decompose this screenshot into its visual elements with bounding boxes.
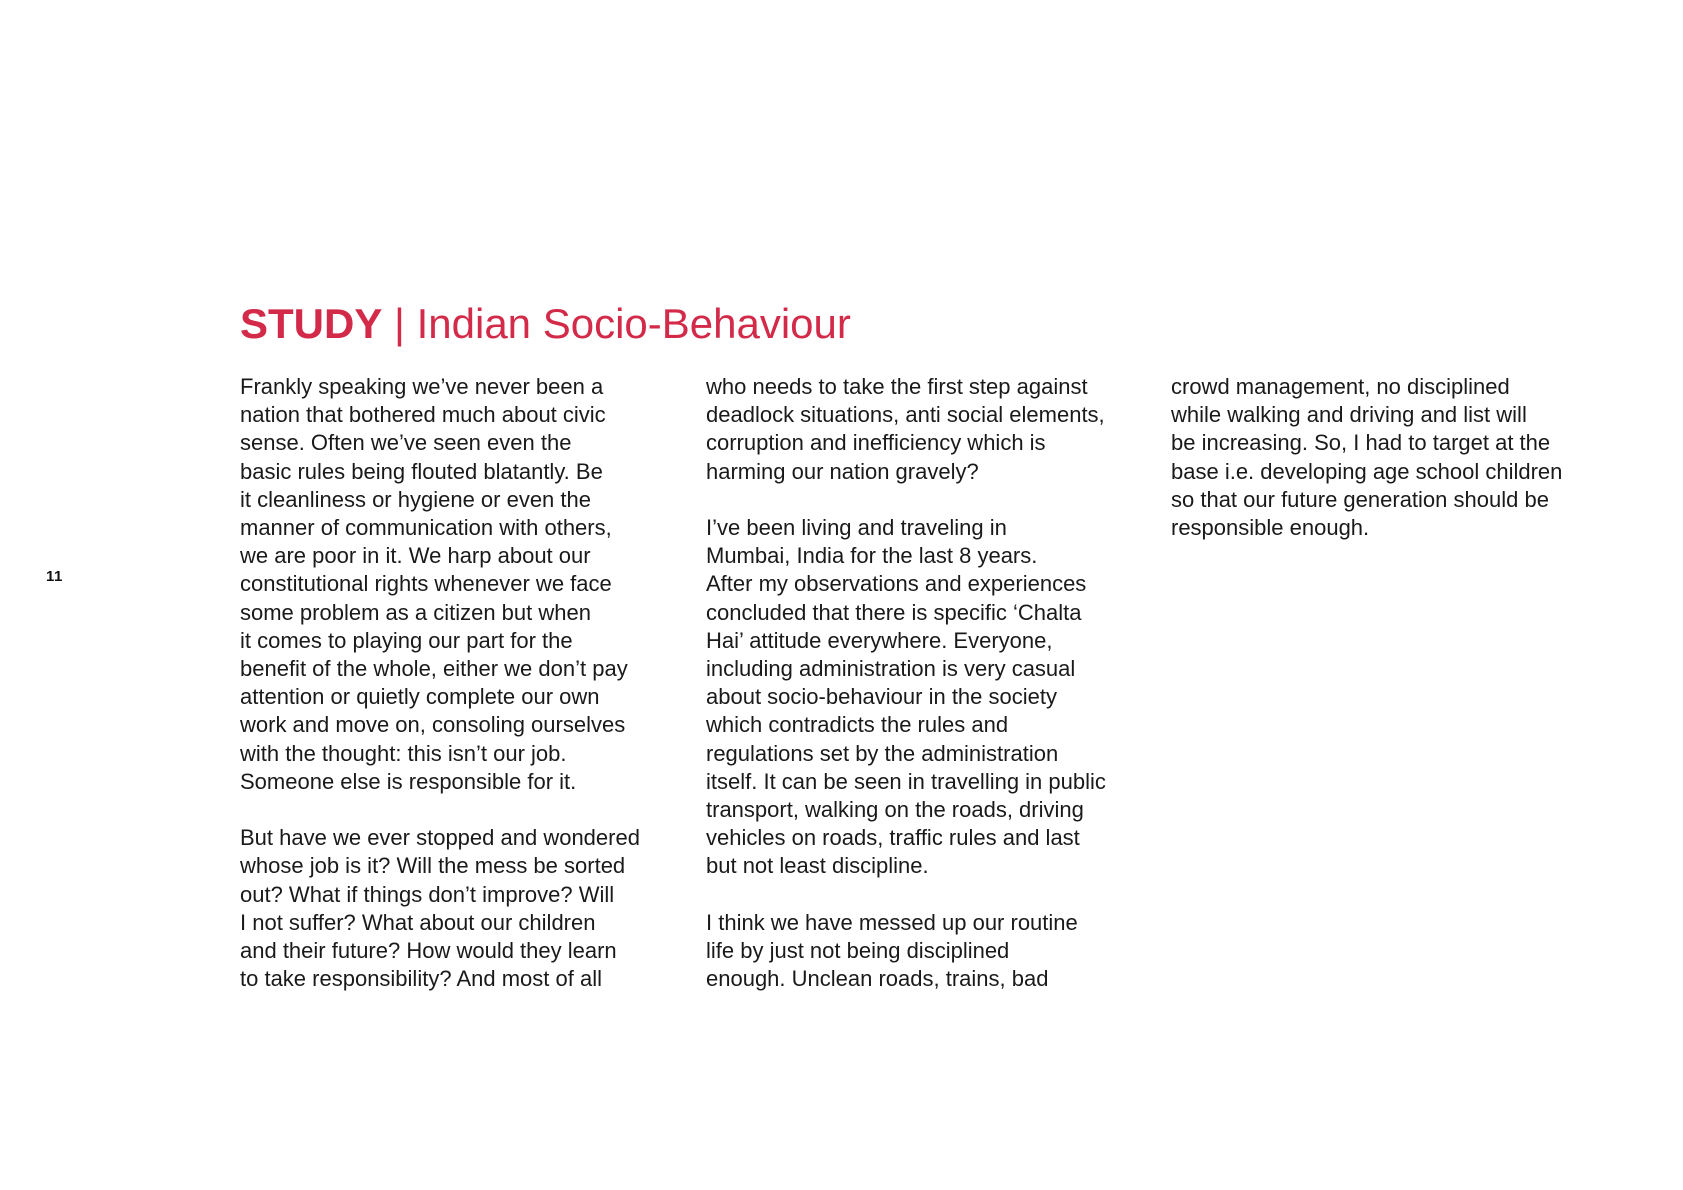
heading-title: Indian Socio-Behaviour — [416, 300, 851, 347]
heading-label: STUDY — [240, 300, 383, 347]
paragraph: I think we have messed up our routine life by just not being disciplined enough. Unclean roads, trains, bad — [706, 909, 1078, 992]
paragraph: Frankly speaking we’ve never been a nation that bothered much about civic sense. Often we’ve seen even the basic rules being flouted blatantly. Be it cleanliness or hygiene or even the manner of communication with others, we are poor in it. We harp about our constitutional rights whenever we face some problem as a citizen but when it comes to playing our part for the benefit of the whole, either we don’t pay attention or quietly complete our own work and move on, consoling ourselves with the thought: this isn’t our job. Someone else is responsible for it. — [240, 374, 628, 794]
page-number: 11 — [46, 568, 63, 585]
paragraph: who needs to take the first step against deadlock situations, anti social elements, corruption and inefficiency which is harming our nation gravely? — [706, 374, 1105, 484]
paragraph: I’ve been living and traveling in Mumbai, India for the last 8 years. After my observations and experiences concluded that there is specific ‘Chalta Hai’ attitude everywhere. Everyone, including administration is very casual about socio-behaviour in the society which contradicts the rules and regulations set by the administration itself. It can be seen in travelling in public transport, walking on the roads, driving vehicles on roads, traffic rules and last but not least discipline. — [706, 515, 1106, 879]
paragraph: But have we ever stopped and wondered whose job is it? Will the mess be sorted out? What if things don’t improve? Will I not suffer? What about our children and their future? How would they learn to take responsibility? And most of all — [240, 825, 640, 992]
heading-separator: | — [382, 300, 417, 347]
paragraph: crowd management, no disciplined while walking and driving and list will be increasing. So, I had to target at the base i.e. developing age school children so that our future generation should be responsible enough. — [1171, 374, 1563, 541]
text-column-1 — [240, 373, 685, 1022]
text-column-3 — [1171, 373, 1631, 570]
text-column-2 — [706, 373, 1151, 1022]
page-heading — [240, 298, 851, 350]
